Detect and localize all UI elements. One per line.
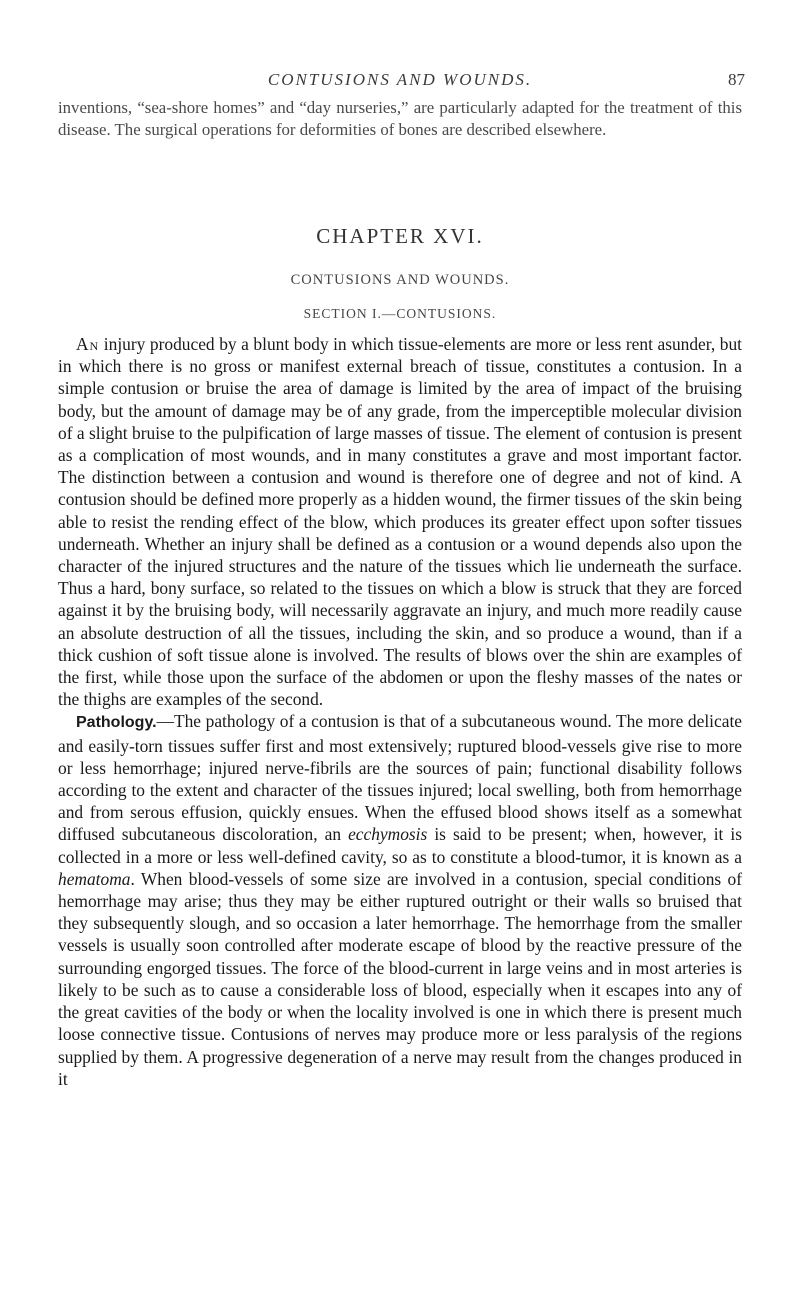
paragraph-text: is said to be present; when, however, it is collected in a more or less well-defined cavity, so as to constitute a blood-tumor, it is known as a <box>58 824 742 867</box>
term-ecchymosis: ecchymosis <box>348 824 428 845</box>
paragraph-text: —The pathology of a contusion is that of a subcutaneous wound. The more delicate and easily-torn tissues suffer first and most extensively; ruptured blood-vessels give rise to more or less hemorrhage; injured nerve-fibrils are the sources of pain; functional disability follows according to the extent and character of the tissues injured; local swelling, both from hemorrhage and from serous effusion, quickly ensues. When the effused blood shows itself as a somewhat diffused subcutaneous discoloration, an <box>58 711 742 845</box>
running-title: CONTUSIONS AND WOUNDS. <box>267 70 533 89</box>
chapter-subtitle: CONTUSIONS AND WOUNDS. <box>290 272 510 288</box>
paragraph-contusion-definition <box>58 333 742 710</box>
page-number: 87 <box>728 70 745 89</box>
term-hematoma: hematoma <box>58 868 131 889</box>
body-text <box>58 333 742 1090</box>
run-in-heading: Pathology. <box>76 714 157 732</box>
lead-word: An <box>76 334 100 354</box>
paragraph-text: injury produced by a blunt body in which tissue-elements are more or less rent asunder, but in which there is no gross or manifest external breach of tissue, constitutes a contusion. In a simple contusion or bruise the area of damage is limited by the area of impact of the bruising body, but the amount of damage may be of any grade, from the imperceptible molecular division of a slight bruise to the pulpification of large masses of tissue. The element of contusion is present as a complication of most wounds, and in many constitutes a grave and most important factor. The distinction between a contusion and wound is therefore one of degree and not of kind. A contusion should be defined more properly as a hidden wound, the firmer tissues of the skin being able to resist the rending effect of the blow, which produces its greater effect upon softer tissues underneath. Whether an injury shall be defined as a contusion or a wound depends also upon the character of the injured structures and the nature of the tissues which lie underneath the surface. Thus a hard, bony surface, so related to the tissues on which a blow is struck that they are forced against it by the bruising body, will necessarily aggravate an injury, and much more readily cause an absolute destruction of all the tissues, including the skin, and so produce a wound, than if a thick cushion of soft tissue alone is involved. The results of blows over the shin are examples of the first, while those upon the surface of the abdomen or upon the fleshy masses of the nates or the thighs are examples of the second. <box>58 334 742 710</box>
intro-paragraph: inventions, “sea-shore homes” and “day nurseries,” are particularly adapted for the treatment of this disease. The surgical operations for deformities of bones are described elsewhere. <box>58 98 742 139</box>
paragraph-text: . When blood-vessels of some size are involved in a contusion, special conditions of hemorrhage may arise; thus they may be either ruptured outright or their walls so bruised that they subsequently slough, and so occasion a later hemorrhage. The hemorrhage from the smaller vessels is usually soon controlled after moderate escape of blood by the reactive pressure of the surrounding engorged tissues. The force of the blood-current in large veins and in most arteries is likely to be such as to cause a considerable loss of blood, especially when it escapes into any of the great cavities of the body or when the locality involved is one in which there is present much loose connective tissue. Contusions of nerves may produce more or less paralysis of the regions supplied by them. A progressive degeneration of a nerve may result from the changes produced in it <box>58 868 742 1089</box>
paragraph-pathology <box>58 710 742 1089</box>
section-title: SECTION I.—CONTUSIONS. <box>303 306 497 321</box>
running-header <box>0 70 800 94</box>
chapter-title: CHAPTER XVI. <box>316 224 484 248</box>
